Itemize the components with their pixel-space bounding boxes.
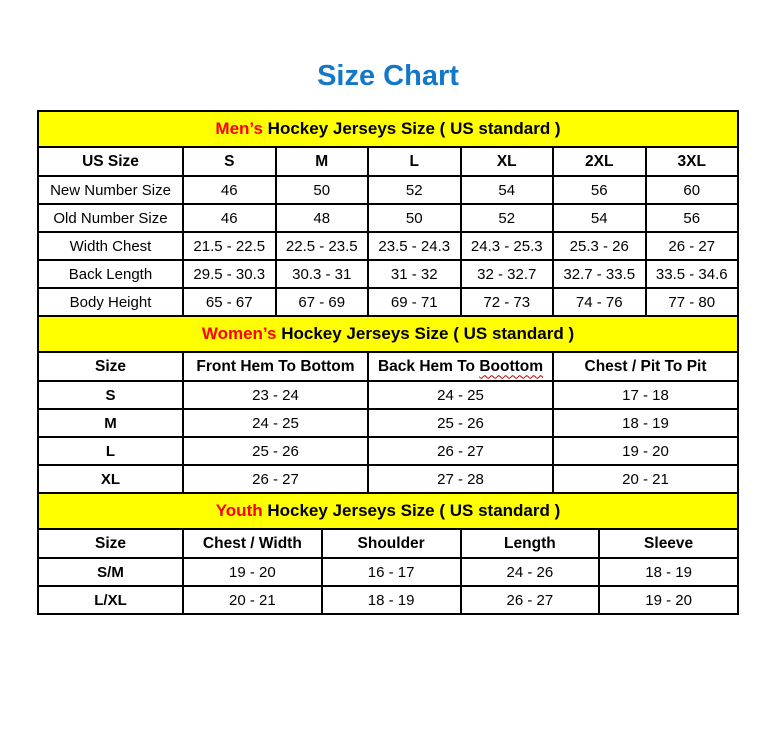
mens-heading-rest: Hockey Jerseys Size ( US standard ) xyxy=(262,119,561,138)
size-value-cell: 22.5 - 23.5 xyxy=(276,232,369,260)
back-hem-misspelled-word: Boottom xyxy=(479,357,544,375)
size-value-cell: 20 - 21 xyxy=(553,465,738,493)
mens-section-banner xyxy=(38,111,738,147)
womens-heading-rest: Hockey Jerseys Size ( US standard ) xyxy=(276,324,575,343)
size-value-cell: 52 xyxy=(461,204,554,232)
table-row-womens-s xyxy=(38,381,738,409)
size-value-cell: 30.3 - 31 xyxy=(276,260,369,288)
size-value-cell: 26 - 27 xyxy=(461,586,600,614)
mens-col-header-3xl: 3XL xyxy=(646,147,739,176)
size-value-cell: 25 - 26 xyxy=(183,437,368,465)
size-value-cell: 54 xyxy=(461,176,554,204)
size-value-cell: 32 - 32.7 xyxy=(461,260,554,288)
size-value-cell: 69 - 71 xyxy=(368,288,461,316)
row-label: L/XL xyxy=(38,586,183,614)
youth-section-banner xyxy=(38,493,738,529)
size-value-cell: 48 xyxy=(276,204,369,232)
row-label: S/M xyxy=(38,558,183,586)
size-value-cell: 32.7 - 33.5 xyxy=(553,260,646,288)
size-value-cell: 23 - 24 xyxy=(183,381,368,409)
page-title: Size Chart xyxy=(317,60,459,92)
mens-col-header-l: L xyxy=(368,147,461,176)
mens-col-header-2xl: 2XL xyxy=(553,147,646,176)
row-label: Back Length xyxy=(38,260,183,288)
youth-col-header-size: Size xyxy=(38,529,183,558)
mens-col-header-s: S xyxy=(183,147,276,176)
row-label: New Number Size xyxy=(38,176,183,204)
size-value-cell: 17 - 18 xyxy=(553,381,738,409)
womens-section-banner xyxy=(38,316,738,352)
size-value-cell: 50 xyxy=(276,176,369,204)
size-value-cell: 26 - 27 xyxy=(646,232,739,260)
row-label: XL xyxy=(38,465,183,493)
size-value-cell: 56 xyxy=(553,176,646,204)
back-hem-prefix: Back Hem To xyxy=(377,357,480,375)
size-value-cell: 18 - 19 xyxy=(599,558,738,586)
table-row-old-number-size xyxy=(38,204,738,232)
table-row-youth-lxl xyxy=(38,586,738,614)
size-value-cell: 19 - 20 xyxy=(183,558,322,586)
womens-col-header-size: Size xyxy=(38,352,183,381)
youth-col-header-length: Length xyxy=(461,529,600,558)
row-label: Width Chest xyxy=(38,232,183,260)
size-value-cell: 29.5 - 30.3 xyxy=(183,260,276,288)
youth-col-header-sleeve: Sleeve xyxy=(599,529,738,558)
table-row-width-chest xyxy=(38,232,738,260)
table-row-back-length xyxy=(38,260,738,288)
size-value-cell: 54 xyxy=(553,204,646,232)
table-row-new-number-size xyxy=(38,176,738,204)
youth-col-header-chest-width: Chest / Width xyxy=(183,529,322,558)
youth-heading-highlight: Youth xyxy=(215,501,263,520)
size-value-cell: 18 - 19 xyxy=(322,586,461,614)
mens-section-heading xyxy=(38,111,738,147)
size-value-cell: 60 xyxy=(646,176,739,204)
size-value-cell: 25 - 26 xyxy=(368,409,553,437)
row-label: Old Number Size xyxy=(38,204,183,232)
size-value-cell: 20 - 21 xyxy=(183,586,322,614)
size-value-cell: 24 - 26 xyxy=(461,558,600,586)
size-chart-tables xyxy=(37,110,739,615)
size-value-cell: 77 - 80 xyxy=(646,288,739,316)
row-label: S xyxy=(38,381,183,409)
table-row-body-height xyxy=(38,288,738,316)
row-label: L xyxy=(38,437,183,465)
size-value-cell: 24 - 25 xyxy=(183,409,368,437)
womens-header-row xyxy=(38,352,738,381)
row-label: M xyxy=(38,409,183,437)
mens-size-table xyxy=(37,110,739,317)
size-value-cell: 25.3 - 26 xyxy=(553,232,646,260)
womens-size-table xyxy=(37,315,739,494)
size-value-cell: 23.5 - 24.3 xyxy=(368,232,461,260)
size-value-cell: 46 xyxy=(183,204,276,232)
womens-col-header-chest-pit: Chest / Pit To Pit xyxy=(553,352,738,381)
size-value-cell: 24.3 - 25.3 xyxy=(461,232,554,260)
size-value-cell: 19 - 20 xyxy=(553,437,738,465)
size-value-cell: 21.5 - 22.5 xyxy=(183,232,276,260)
womens-section-heading xyxy=(38,316,738,352)
womens-heading-highlight: Women’s xyxy=(201,324,277,343)
size-value-cell: 72 - 73 xyxy=(461,288,554,316)
size-value-cell: 16 - 17 xyxy=(322,558,461,586)
mens-col-header-xl: XL xyxy=(461,147,554,176)
row-label: Body Height xyxy=(38,288,183,316)
womens-col-header-back-hem xyxy=(368,352,553,381)
size-value-cell: 26 - 27 xyxy=(183,465,368,493)
mens-heading-highlight: Men’s xyxy=(215,119,263,138)
mens-col-header-m: M xyxy=(276,147,369,176)
size-value-cell: 56 xyxy=(646,204,739,232)
youth-size-table xyxy=(37,492,739,615)
size-value-cell: 18 - 19 xyxy=(553,409,738,437)
size-value-cell: 24 - 25 xyxy=(368,381,553,409)
table-row-youth-sm xyxy=(38,558,738,586)
youth-heading-rest: Hockey Jerseys Size ( US standard ) xyxy=(262,501,561,520)
youth-section-heading xyxy=(38,493,738,529)
size-value-cell: 33.5 - 34.6 xyxy=(646,260,739,288)
table-row-womens-xl xyxy=(38,465,738,493)
youth-col-header-shoulder: Shoulder xyxy=(322,529,461,558)
size-value-cell: 26 - 27 xyxy=(368,437,553,465)
mens-col-header-us-size: US Size xyxy=(38,147,183,176)
size-value-cell: 65 - 67 xyxy=(183,288,276,316)
size-value-cell: 67 - 69 xyxy=(276,288,369,316)
size-value-cell: 52 xyxy=(368,176,461,204)
womens-col-header-front-hem: Front Hem To Bottom xyxy=(183,352,368,381)
mens-header-row xyxy=(38,147,738,176)
youth-header-row xyxy=(38,529,738,558)
size-value-cell: 31 - 32 xyxy=(368,260,461,288)
table-row-womens-m xyxy=(38,409,738,437)
table-row-womens-l xyxy=(38,437,738,465)
size-value-cell: 27 - 28 xyxy=(368,465,553,493)
size-value-cell: 50 xyxy=(368,204,461,232)
size-value-cell: 74 - 76 xyxy=(553,288,646,316)
size-value-cell: 46 xyxy=(183,176,276,204)
size-value-cell: 19 - 20 xyxy=(599,586,738,614)
